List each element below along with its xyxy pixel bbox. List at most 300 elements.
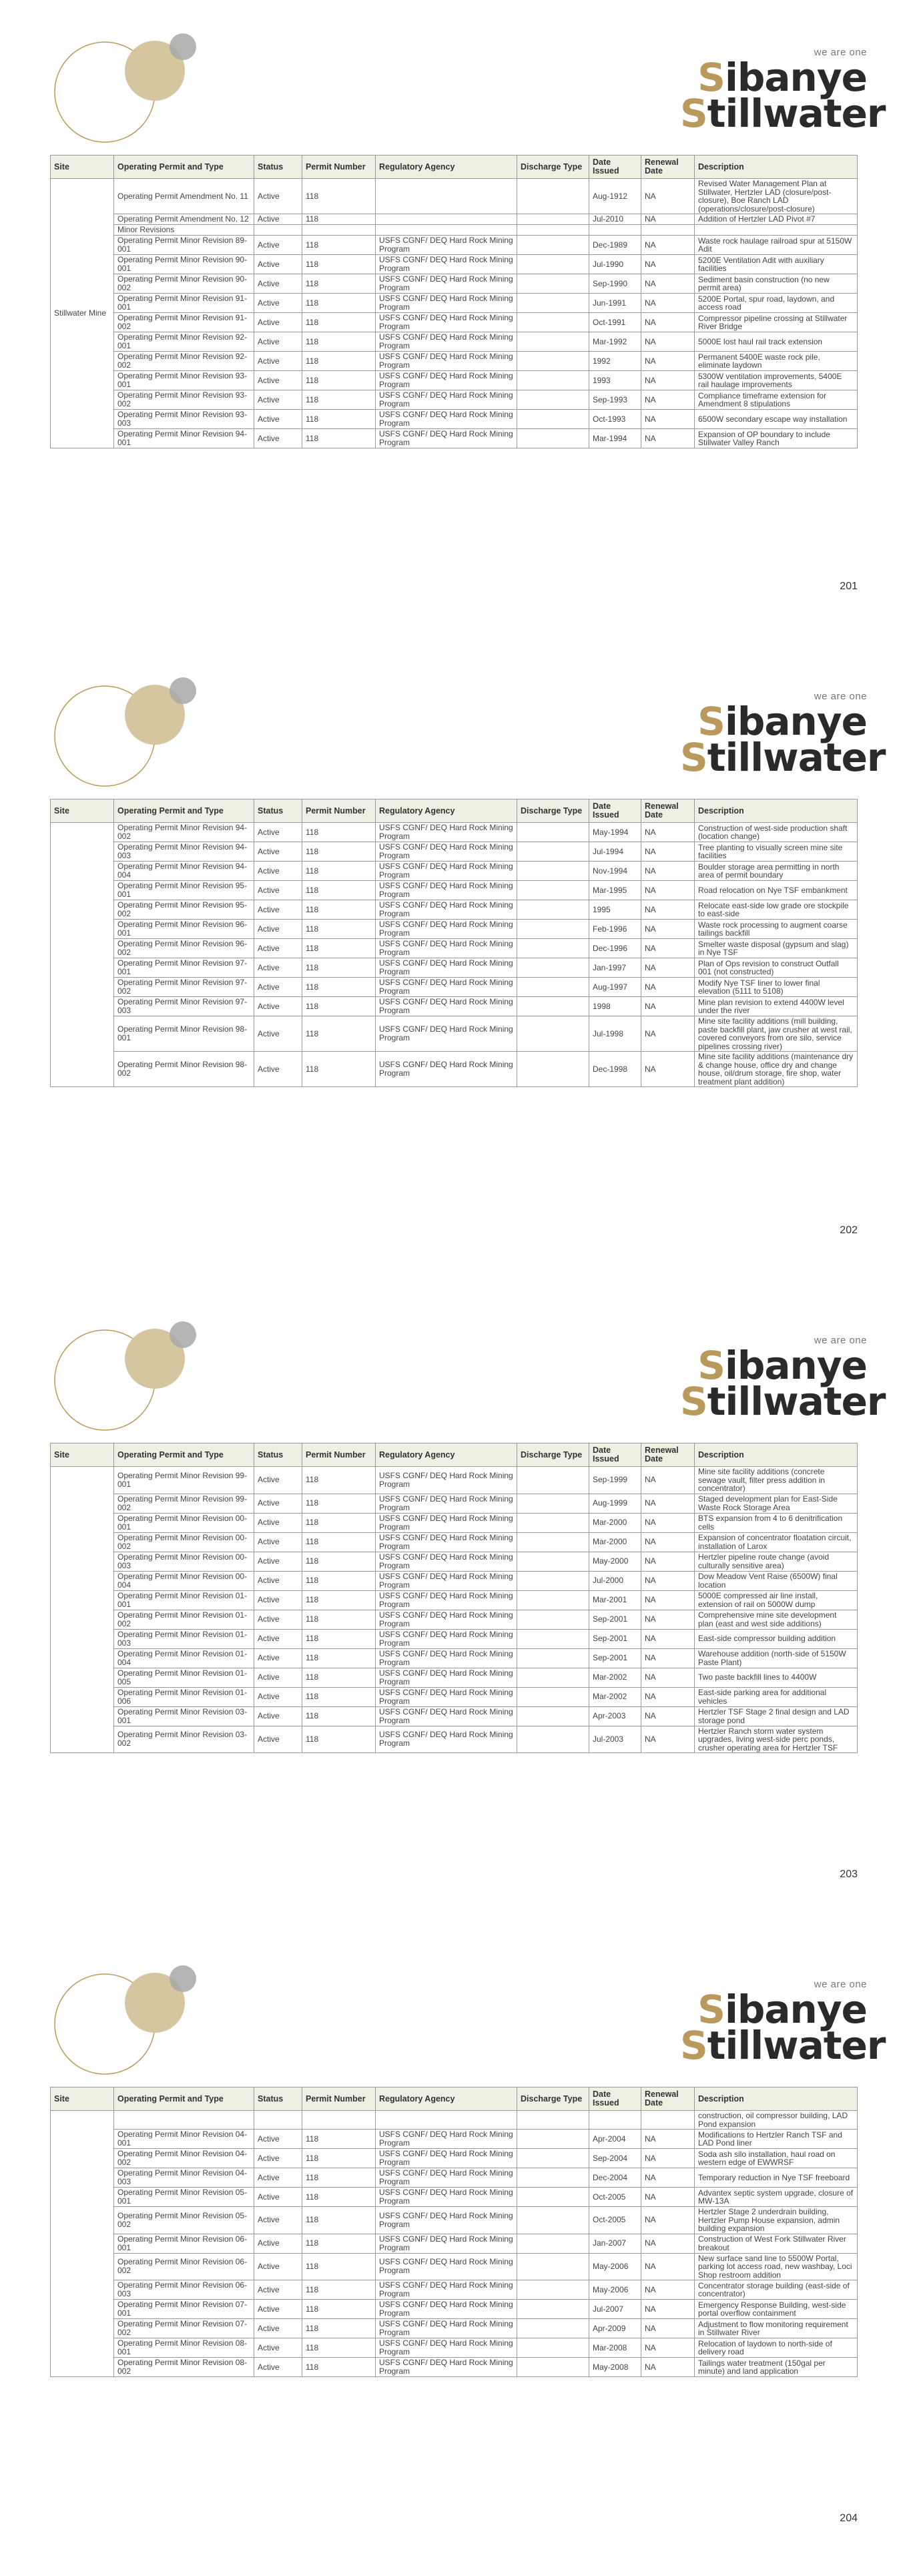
permit-cell: Operating Permit Minor Revision 96-001: [114, 920, 254, 939]
discharge-cell: [517, 410, 589, 429]
table-header-row: [51, 2087, 858, 2111]
renewal-cell: NA: [641, 313, 695, 332]
renewal-cell: NA: [641, 1016, 695, 1052]
table-row: [51, 2149, 858, 2168]
permit-cell: Operating Permit Minor Revision 04-003: [114, 2168, 254, 2188]
date-cell: Mar-2000: [589, 1513, 641, 1532]
status-cell: Active: [254, 1726, 302, 1753]
renewal-cell: NA: [641, 2149, 695, 2168]
column-header: Status: [254, 155, 302, 179]
discharge-cell: [517, 274, 589, 294]
discharge-cell: [517, 1610, 589, 1629]
discharge-cell: [517, 390, 589, 410]
agency-cell: USFS CGNF/ DEQ Hard Rock Mining Program: [376, 2319, 517, 2338]
renewal-cell: NA: [641, 236, 695, 255]
status-cell: Active: [254, 2319, 302, 2338]
permit-number-cell: 118: [302, 214, 376, 225]
decorative-circles-icon: [41, 1964, 208, 2077]
discharge-cell: [517, 2207, 589, 2234]
column-header: Site: [51, 799, 114, 823]
column-header: Renewal Date: [641, 155, 695, 179]
permit-cell: Operating Permit Minor Revision 91-001: [114, 294, 254, 313]
status-cell: Active: [254, 2358, 302, 2377]
description-cell: Expansion of concentrator floatation circuit, installation of Larox: [695, 1532, 858, 1552]
status-cell: Active: [254, 2188, 302, 2207]
table-header-row: [51, 155, 858, 179]
table-row: [51, 2207, 858, 2234]
discharge-cell: [517, 2234, 589, 2253]
agency-cell: USFS CGNF/ DEQ Hard Rock Mining Program: [376, 2300, 517, 2319]
renewal-cell: NA: [641, 1726, 695, 1753]
brand-name-line-1: Sibanye: [697, 699, 867, 744]
renewal-cell: NA: [641, 1467, 695, 1494]
date-cell: 1993: [589, 371, 641, 390]
permit-number-cell: 118: [302, 2280, 376, 2300]
table-row: [51, 2111, 858, 2130]
permit-cell: Operating Permit Minor Revision 01-005: [114, 1668, 254, 1687]
description-cell: Hertzler pipeline route change (avoid culturally sensitive area): [695, 1552, 858, 1571]
column-header: Renewal Date: [641, 2087, 695, 2111]
status-cell: Active: [254, 997, 302, 1016]
agency-cell: USFS CGNF/ DEQ Hard Rock Mining Program: [376, 332, 517, 352]
status-cell: Active: [254, 236, 302, 255]
discharge-cell: [517, 1687, 589, 1706]
column-header: Operating Permit and Type: [114, 1443, 254, 1467]
date-cell: Sep-2004: [589, 2149, 641, 2168]
permit-cell: Operating Permit Minor Revision 06-001: [114, 2234, 254, 2253]
renewal-cell: NA: [641, 2319, 695, 2338]
discharge-cell: [517, 997, 589, 1016]
description-cell: Construction of West Fork Stillwater River breakout: [695, 2234, 858, 2253]
status-cell: Active: [254, 1532, 302, 1552]
discharge-cell: [517, 2168, 589, 2188]
status-cell: Active: [254, 179, 302, 214]
discharge-cell: [517, 2319, 589, 2338]
permit-number-cell: 118: [302, 2188, 376, 2207]
date-cell: Aug-1912: [589, 179, 641, 214]
discharge-cell: [517, 214, 589, 225]
table-row: [51, 1494, 858, 1513]
status-cell: Active: [254, 881, 302, 900]
site-cell: [51, 1467, 114, 1753]
date-cell: Sep-2001: [589, 1648, 641, 1668]
decorative-circles-icon: [41, 1320, 208, 1433]
renewal-cell: NA: [641, 881, 695, 900]
status-cell: Active: [254, 294, 302, 313]
agency-cell: USFS CGNF/ DEQ Hard Rock Mining Program: [376, 2149, 517, 2168]
permit-cell: Operating Permit Minor Revision 98-002: [114, 1052, 254, 1087]
permit-cell: Operating Permit Amendment No. 12: [114, 214, 254, 225]
description-cell: Adjustment to flow monitoring requirement in Stillwater River: [695, 2319, 858, 2338]
permit-cell: Operating Permit Minor Revision 93-003: [114, 410, 254, 429]
permit-cell: Operating Permit Minor Revision 00-004: [114, 1571, 254, 1590]
date-cell: Dec-2004: [589, 2168, 641, 2188]
permit-number-cell: 118: [302, 2358, 376, 2377]
status-cell: Active: [254, 1668, 302, 1687]
status-cell: Active: [254, 2234, 302, 2253]
date-cell: Aug-1997: [589, 978, 641, 997]
permit-number-cell: 118: [302, 1687, 376, 1706]
table-row: [51, 274, 858, 294]
date-cell: Sep-1993: [589, 390, 641, 410]
renewal-cell: NA: [641, 429, 695, 448]
table-row: [51, 1467, 858, 1494]
status-cell: Active: [254, 2130, 302, 2149]
table-row: [51, 294, 858, 313]
permit-number-cell: 118: [302, 881, 376, 900]
status-cell: Active: [254, 1467, 302, 1494]
description-cell: Compressor pipeline crossing at Stillwater River Bridge: [695, 313, 858, 332]
description-cell: [695, 225, 858, 236]
description-cell: Smelter waste disposal (gypsum and slag) in Nye TSF: [695, 939, 858, 958]
agency-cell: USFS CGNF/ DEQ Hard Rock Mining Program: [376, 2207, 517, 2234]
page-number: 204: [840, 2513, 858, 2524]
permit-cell: Operating Permit Minor Revision 04-001: [114, 2130, 254, 2149]
date-cell: Sep-1990: [589, 274, 641, 294]
agency-cell: USFS CGNF/ DEQ Hard Rock Mining Program: [376, 1668, 517, 1687]
permit-number-cell: 118: [302, 2207, 376, 2234]
permit-cell: [114, 2111, 254, 2130]
status-cell: Active: [254, 332, 302, 352]
table-row: [51, 978, 858, 997]
column-header: Permit Number: [302, 155, 376, 179]
discharge-cell: [517, 2130, 589, 2149]
description-cell: Temporary reduction in Nye TSF freeboard: [695, 2168, 858, 2188]
column-header: Description: [695, 1443, 858, 1467]
permit-cell: Operating Permit Minor Revision 99-002: [114, 1494, 254, 1513]
column-header: Date Issued: [589, 799, 641, 823]
renewal-cell: NA: [641, 823, 695, 842]
date-cell: Sep-2001: [589, 1610, 641, 1629]
agency-cell: USFS CGNF/ DEQ Hard Rock Mining Program: [376, 352, 517, 371]
table-row: [51, 179, 858, 214]
description-cell: construction, oil compressor building, LAD Pond expansion: [695, 2111, 858, 2130]
discharge-cell: [517, 429, 589, 448]
description-cell: Warehouse addition (north-side of 5150W Paste Plant): [695, 1648, 858, 1668]
agency-cell: USFS CGNF/ DEQ Hard Rock Mining Program: [376, 1494, 517, 1513]
decorative-circles-icon: [41, 32, 208, 145]
description-cell: Mine site facility additions (concrete sewage vault, filter press addition in concentrator): [695, 1467, 858, 1494]
permit-number-cell: 118: [302, 1467, 376, 1494]
agency-cell: USFS CGNF/ DEQ Hard Rock Mining Program: [376, 900, 517, 920]
table-row: [51, 1629, 858, 1648]
agency-cell: USFS CGNF/ DEQ Hard Rock Mining Program: [376, 842, 517, 862]
discharge-cell: [517, 842, 589, 862]
permit-cell: Operating Permit Minor Revision 89-001: [114, 236, 254, 255]
agency-cell: USFS CGNF/ DEQ Hard Rock Mining Program: [376, 429, 517, 448]
date-cell: Mar-2001: [589, 1590, 641, 1610]
discharge-cell: [517, 1706, 589, 1726]
renewal-cell: NA: [641, 2280, 695, 2300]
discharge-cell: [517, 294, 589, 313]
status-cell: Active: [254, 2300, 302, 2319]
renewal-cell: NA: [641, 939, 695, 958]
renewal-cell: NA: [641, 1668, 695, 1687]
description-cell: Modify Nye TSF liner to lower final elevation (5111 to 5108): [695, 978, 858, 997]
column-header: Operating Permit and Type: [114, 799, 254, 823]
status-cell: Active: [254, 255, 302, 274]
date-cell: May-2006: [589, 2280, 641, 2300]
date-cell: May-2006: [589, 2253, 641, 2280]
permit-number-cell: 118: [302, 255, 376, 274]
status-cell: Active: [254, 920, 302, 939]
date-cell: Mar-2002: [589, 1668, 641, 1687]
date-cell: Dec-1996: [589, 939, 641, 958]
permits-table: [50, 1443, 858, 1753]
table-row: [51, 2300, 858, 2319]
permit-cell: Operating Permit Minor Revision 94-002: [114, 823, 254, 842]
table-row: [51, 1513, 858, 1532]
renewal-cell: NA: [641, 2338, 695, 2358]
status-cell: Active: [254, 1016, 302, 1052]
permit-number-cell: 118: [302, 862, 376, 881]
discharge-cell: [517, 1668, 589, 1687]
permit-number-cell: 118: [302, 294, 376, 313]
date-cell: Mar-2002: [589, 1687, 641, 1706]
brand-name-line-1: Sibanye: [697, 1343, 867, 1388]
table-row: [51, 1706, 858, 1726]
status-cell: Active: [254, 958, 302, 978]
table-row: [51, 2319, 858, 2338]
discharge-cell: [517, 1532, 589, 1552]
renewal-cell: NA: [641, 842, 695, 862]
page: [0, 0, 911, 644]
permit-cell: Operating Permit Minor Revision 00-002: [114, 1532, 254, 1552]
permit-number-cell: 118: [302, 1648, 376, 1668]
status-cell: Active: [254, 1590, 302, 1610]
agency-cell: USFS CGNF/ DEQ Hard Rock Mining Program: [376, 371, 517, 390]
permit-number-cell: 118: [302, 1052, 376, 1087]
renewal-cell: NA: [641, 1610, 695, 1629]
permit-number-cell: 118: [302, 2168, 376, 2188]
date-cell: Dec-1998: [589, 1052, 641, 1087]
agency-cell: USFS CGNF/ DEQ Hard Rock Mining Program: [376, 862, 517, 881]
permit-cell: Operating Permit Minor Revision 08-001: [114, 2338, 254, 2358]
agency-cell: USFS CGNF/ DEQ Hard Rock Mining Program: [376, 255, 517, 274]
agency-cell: USFS CGNF/ DEQ Hard Rock Mining Program: [376, 1726, 517, 1753]
discharge-cell: [517, 2149, 589, 2168]
agency-cell: USFS CGNF/ DEQ Hard Rock Mining Program: [376, 1648, 517, 1668]
discharge-cell: [517, 236, 589, 255]
column-header: Discharge Type: [517, 2087, 589, 2111]
date-cell: May-2008: [589, 2358, 641, 2377]
table-row: [51, 1571, 858, 1590]
brand-tagline: we are one: [814, 47, 867, 58]
column-header: Site: [51, 2087, 114, 2111]
column-header: Operating Permit and Type: [114, 155, 254, 179]
column-header: Description: [695, 2087, 858, 2111]
status-cell: Active: [254, 2338, 302, 2358]
renewal-cell: NA: [641, 920, 695, 939]
date-cell: May-2000: [589, 1552, 641, 1571]
permit-cell: Operating Permit Minor Revision 00-003: [114, 1552, 254, 1571]
discharge-cell: [517, 332, 589, 352]
table-row: [51, 1726, 858, 1753]
column-header: Site: [51, 1443, 114, 1467]
permits-table: [50, 155, 858, 448]
permit-number-cell: 118: [302, 1016, 376, 1052]
discharge-cell: [517, 1016, 589, 1052]
renewal-cell: NA: [641, 1052, 695, 1087]
permit-cell: Operating Permit Minor Revision 95-002: [114, 900, 254, 920]
discharge-cell: [517, 1052, 589, 1087]
permit-cell: Operating Permit Minor Revision 94-004: [114, 862, 254, 881]
date-cell: Jul-2003: [589, 1726, 641, 1753]
table-row: [51, 1590, 858, 1610]
discharge-cell: [517, 2280, 589, 2300]
description-cell: Mine site facility additions (mill building, paste backfill plant, jaw crusher at west rail, covered conveyors from ore silo, service pipelines crossing river): [695, 1016, 858, 1052]
permit-number-cell: 118: [302, 274, 376, 294]
permit-cell: Operating Permit Minor Revision 93-001: [114, 371, 254, 390]
status-cell: Active: [254, 2253, 302, 2280]
agency-cell: USFS CGNF/ DEQ Hard Rock Mining Program: [376, 1016, 517, 1052]
description-cell: Permanent 5400E waste rock pile, eliminate laydown: [695, 352, 858, 371]
status-cell: Active: [254, 2149, 302, 2168]
page: [0, 644, 911, 1288]
permit-cell: Operating Permit Minor Revision 97-001: [114, 958, 254, 978]
agency-cell: USFS CGNF/ DEQ Hard Rock Mining Program: [376, 1552, 517, 1571]
description-cell: Comprehensive mine site development plan (east and west side additions): [695, 1610, 858, 1629]
agency-cell: USFS CGNF/ DEQ Hard Rock Mining Program: [376, 1590, 517, 1610]
permit-number-cell: 118: [302, 900, 376, 920]
agency-cell: USFS CGNF/ DEQ Hard Rock Mining Program: [376, 2188, 517, 2207]
page-number: 201: [840, 581, 858, 592]
permit-number-cell: 118: [302, 823, 376, 842]
permit-cell: Operating Permit Minor Revision 06-002: [114, 2253, 254, 2280]
permit-number-cell: [302, 225, 376, 236]
renewal-cell: NA: [641, 900, 695, 920]
description-cell: BTS expansion from 4 to 6 denitrification cells: [695, 1513, 858, 1532]
description-cell: Modifications to Hertzler Ranch TSF and LAD Pond liner: [695, 2130, 858, 2149]
brand-name-line-1: Sibanye: [697, 55, 867, 100]
description-cell: Boulder storage area permitting in north area of permit boundary: [695, 862, 858, 881]
column-header: Site: [51, 155, 114, 179]
table-row: [51, 410, 858, 429]
column-header: Discharge Type: [517, 155, 589, 179]
agency-cell: USFS CGNF/ DEQ Hard Rock Mining Program: [376, 2280, 517, 2300]
status-cell: Active: [254, 823, 302, 842]
table-row: [51, 2168, 858, 2188]
renewal-cell: NA: [641, 1590, 695, 1610]
discharge-cell: [517, 1494, 589, 1513]
permit-cell: Operating Permit Minor Revision 91-002: [114, 313, 254, 332]
site-cell: [51, 2111, 114, 2377]
table-row: [51, 2130, 858, 2149]
table-row: [51, 1532, 858, 1552]
description-cell: East-side compressor building addition: [695, 1629, 858, 1648]
renewal-cell: NA: [641, 274, 695, 294]
description-cell: Two paste backfill lines to 4400W: [695, 1668, 858, 1687]
renewal-cell: NA: [641, 214, 695, 225]
column-header: Regulatory Agency: [376, 2087, 517, 2111]
date-cell: Jun-1991: [589, 294, 641, 313]
permit-number-cell: [302, 2111, 376, 2130]
permit-cell: Operating Permit Minor Revision 01-006: [114, 1687, 254, 1706]
table-row: [51, 214, 858, 225]
permit-number-cell: 118: [302, 1552, 376, 1571]
discharge-cell: [517, 978, 589, 997]
renewal-cell: NA: [641, 2358, 695, 2377]
description-cell: 5000E compressed air line install, extension of rail on 5000W dump: [695, 1590, 858, 1610]
agency-cell: USFS CGNF/ DEQ Hard Rock Mining Program: [376, 1687, 517, 1706]
table-row: [51, 429, 858, 448]
date-cell: Oct-1993: [589, 410, 641, 429]
discharge-cell: [517, 2188, 589, 2207]
status-cell: Active: [254, 1052, 302, 1087]
page-number: 202: [840, 1225, 858, 1236]
permit-number-cell: 118: [302, 1513, 376, 1532]
discharge-cell: [517, 958, 589, 978]
discharge-cell: [517, 939, 589, 958]
table-row: [51, 371, 858, 390]
status-cell: Active: [254, 1706, 302, 1726]
agency-cell: [376, 225, 517, 236]
agency-cell: USFS CGNF/ DEQ Hard Rock Mining Program: [376, 823, 517, 842]
permit-number-cell: 118: [302, 179, 376, 214]
permit-number-cell: 118: [302, 429, 376, 448]
brand-name-line-2: Stillwater: [680, 1379, 886, 1424]
date-cell: Mar-2000: [589, 1532, 641, 1552]
date-cell: Apr-2009: [589, 2319, 641, 2338]
decorative-circles-icon: [41, 676, 208, 789]
renewal-cell: [641, 2111, 695, 2130]
column-header: Date Issued: [589, 155, 641, 179]
table-row: [51, 900, 858, 920]
agency-cell: USFS CGNF/ DEQ Hard Rock Mining Program: [376, 1467, 517, 1494]
permit-number-cell: 118: [302, 371, 376, 390]
permit-cell: Operating Permit Minor Revision 92-002: [114, 352, 254, 371]
brand-name-line-1: Sibanye: [697, 1987, 867, 2032]
date-cell: May-1994: [589, 823, 641, 842]
permit-number-cell: 118: [302, 410, 376, 429]
description-cell: Relocation of laydown to north-side of delivery road: [695, 2338, 858, 2358]
description-cell: Hertzler TSF Stage 2 final design and LAD storage pond: [695, 1706, 858, 1726]
date-cell: Jan-1997: [589, 958, 641, 978]
agency-cell: USFS CGNF/ DEQ Hard Rock Mining Program: [376, 958, 517, 978]
permit-number-cell: 118: [302, 1532, 376, 1552]
description-cell: Revised Water Management Plan at Stillwater, Hertzler LAD (closure/post-closure), Boe Ranch LAD (operations/closure/post-closure): [695, 179, 858, 214]
agency-cell: USFS CGNF/ DEQ Hard Rock Mining Program: [376, 2338, 517, 2358]
table-row: [51, 1016, 858, 1052]
brand-logo: [680, 1335, 886, 1424]
renewal-cell: NA: [641, 2253, 695, 2280]
renewal-cell: NA: [641, 2168, 695, 2188]
renewal-cell: NA: [641, 1532, 695, 1552]
table-row: [51, 255, 858, 274]
status-cell: Active: [254, 900, 302, 920]
agency-cell: USFS CGNF/ DEQ Hard Rock Mining Program: [376, 1629, 517, 1648]
renewal-cell: NA: [641, 1552, 695, 1571]
permit-number-cell: 118: [302, 2253, 376, 2280]
agency-cell: USFS CGNF/ DEQ Hard Rock Mining Program: [376, 2168, 517, 2188]
permit-cell: Operating Permit Minor Revision 00-001: [114, 1513, 254, 1532]
status-cell: [254, 2111, 302, 2130]
permit-number-cell: 118: [302, 1571, 376, 1590]
description-cell: Concentrator storage building (east-side of concentrator): [695, 2280, 858, 2300]
permit-cell: Operating Permit Minor Revision 08-002: [114, 2358, 254, 2377]
permit-number-cell: 118: [302, 1590, 376, 1610]
permit-cell: Operating Permit Minor Revision 97-002: [114, 978, 254, 997]
status-cell: Active: [254, 978, 302, 997]
description-cell: Mine plan revision to extend 4400W level under the river: [695, 997, 858, 1016]
agency-cell: USFS CGNF/ DEQ Hard Rock Mining Program: [376, 1706, 517, 1726]
permit-number-cell: 118: [302, 236, 376, 255]
date-cell: Apr-2003: [589, 1706, 641, 1726]
agency-cell: USFS CGNF/ DEQ Hard Rock Mining Program: [376, 274, 517, 294]
agency-cell: USFS CGNF/ DEQ Hard Rock Mining Program: [376, 2358, 517, 2377]
renewal-cell: NA: [641, 1494, 695, 1513]
renewal-cell: NA: [641, 371, 695, 390]
